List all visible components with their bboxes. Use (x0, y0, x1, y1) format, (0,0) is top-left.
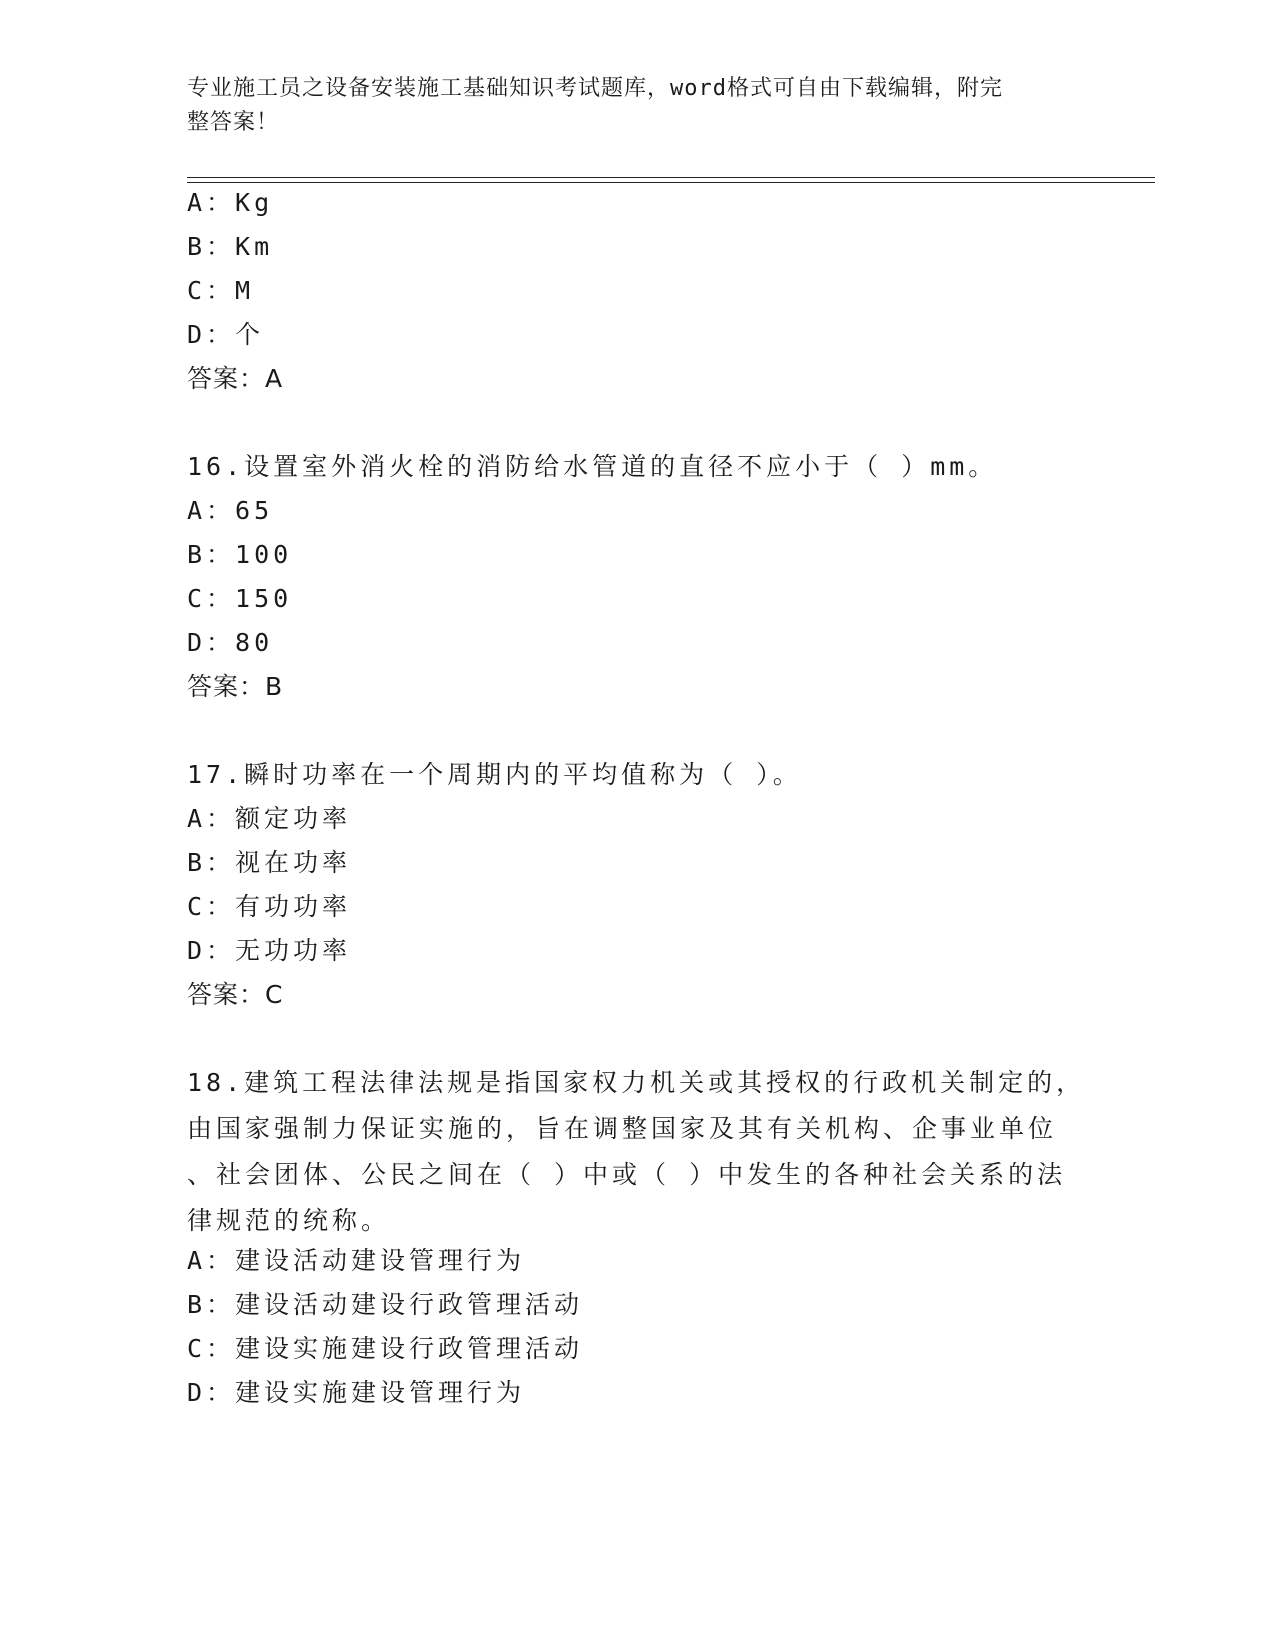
document-header (187, 72, 1067, 140)
q16-stem: 16.设置室外消火栓的消防给水管道的直径不应小于（ ）mm。 (187, 452, 998, 481)
q18-stem-line-2: 由国家强制力保证实施的，旨在调整国家及其有关机构、企事业单位 (187, 1114, 1058, 1143)
q18-stem-line-4: 律规范的统称。 (187, 1206, 391, 1235)
q16-option-a: A：65 (187, 496, 274, 525)
q17-stem: 17.瞬时功率在一个周期内的平均值称为（ ）。 (187, 760, 802, 789)
header-title-line-1: 专业施工员之设备安装施工基础知识考试题库，word格式可自由下载编辑，附完 (187, 76, 1003, 101)
header-divider-bottom (187, 182, 1155, 183)
q17-option-b: B：视在功率 (187, 848, 352, 877)
q18-stem-line-1: 18.建筑工程法律法规是指国家权力机关或其授权的行政机关制定的， (187, 1068, 1086, 1097)
q18-stem (187, 1060, 1086, 1244)
q17-answer: 答案：C (187, 980, 284, 1009)
q18-stem-line-3: 、社会团体、公民之间在（ ）中或（ ）中发生的各种社会关系的法 (187, 1160, 1067, 1189)
q16-option-d: D：80 (187, 628, 274, 657)
q18-option-c: C：建设实施建设行政管理活动 (187, 1334, 584, 1363)
q16-answer: 答案：B (187, 672, 284, 701)
q16-option-c: C：150 (187, 584, 293, 613)
q15-option-b: B：Km (187, 232, 274, 261)
q15-option-d: D：个 (187, 320, 265, 349)
q16-option-b: B：100 (187, 540, 293, 569)
q15-option-a: A：Kg (187, 188, 274, 217)
q17-option-a: A：额定功率 (187, 804, 352, 833)
header-divider-top (187, 177, 1155, 178)
q15-answer: 答案：A (187, 364, 284, 393)
q17-option-d: D：无功功率 (187, 936, 352, 965)
q18-option-d: D：建设实施建设管理行为 (187, 1378, 526, 1407)
q17-option-c: C：有功功率 (187, 892, 352, 921)
q15-option-c: C：M (187, 276, 255, 305)
header-title-line-2: 整答案！ (187, 110, 280, 135)
q18-option-a: A：建设活动建设管理行为 (187, 1246, 526, 1275)
q18-option-b: B：建设活动建设行政管理活动 (187, 1290, 584, 1319)
